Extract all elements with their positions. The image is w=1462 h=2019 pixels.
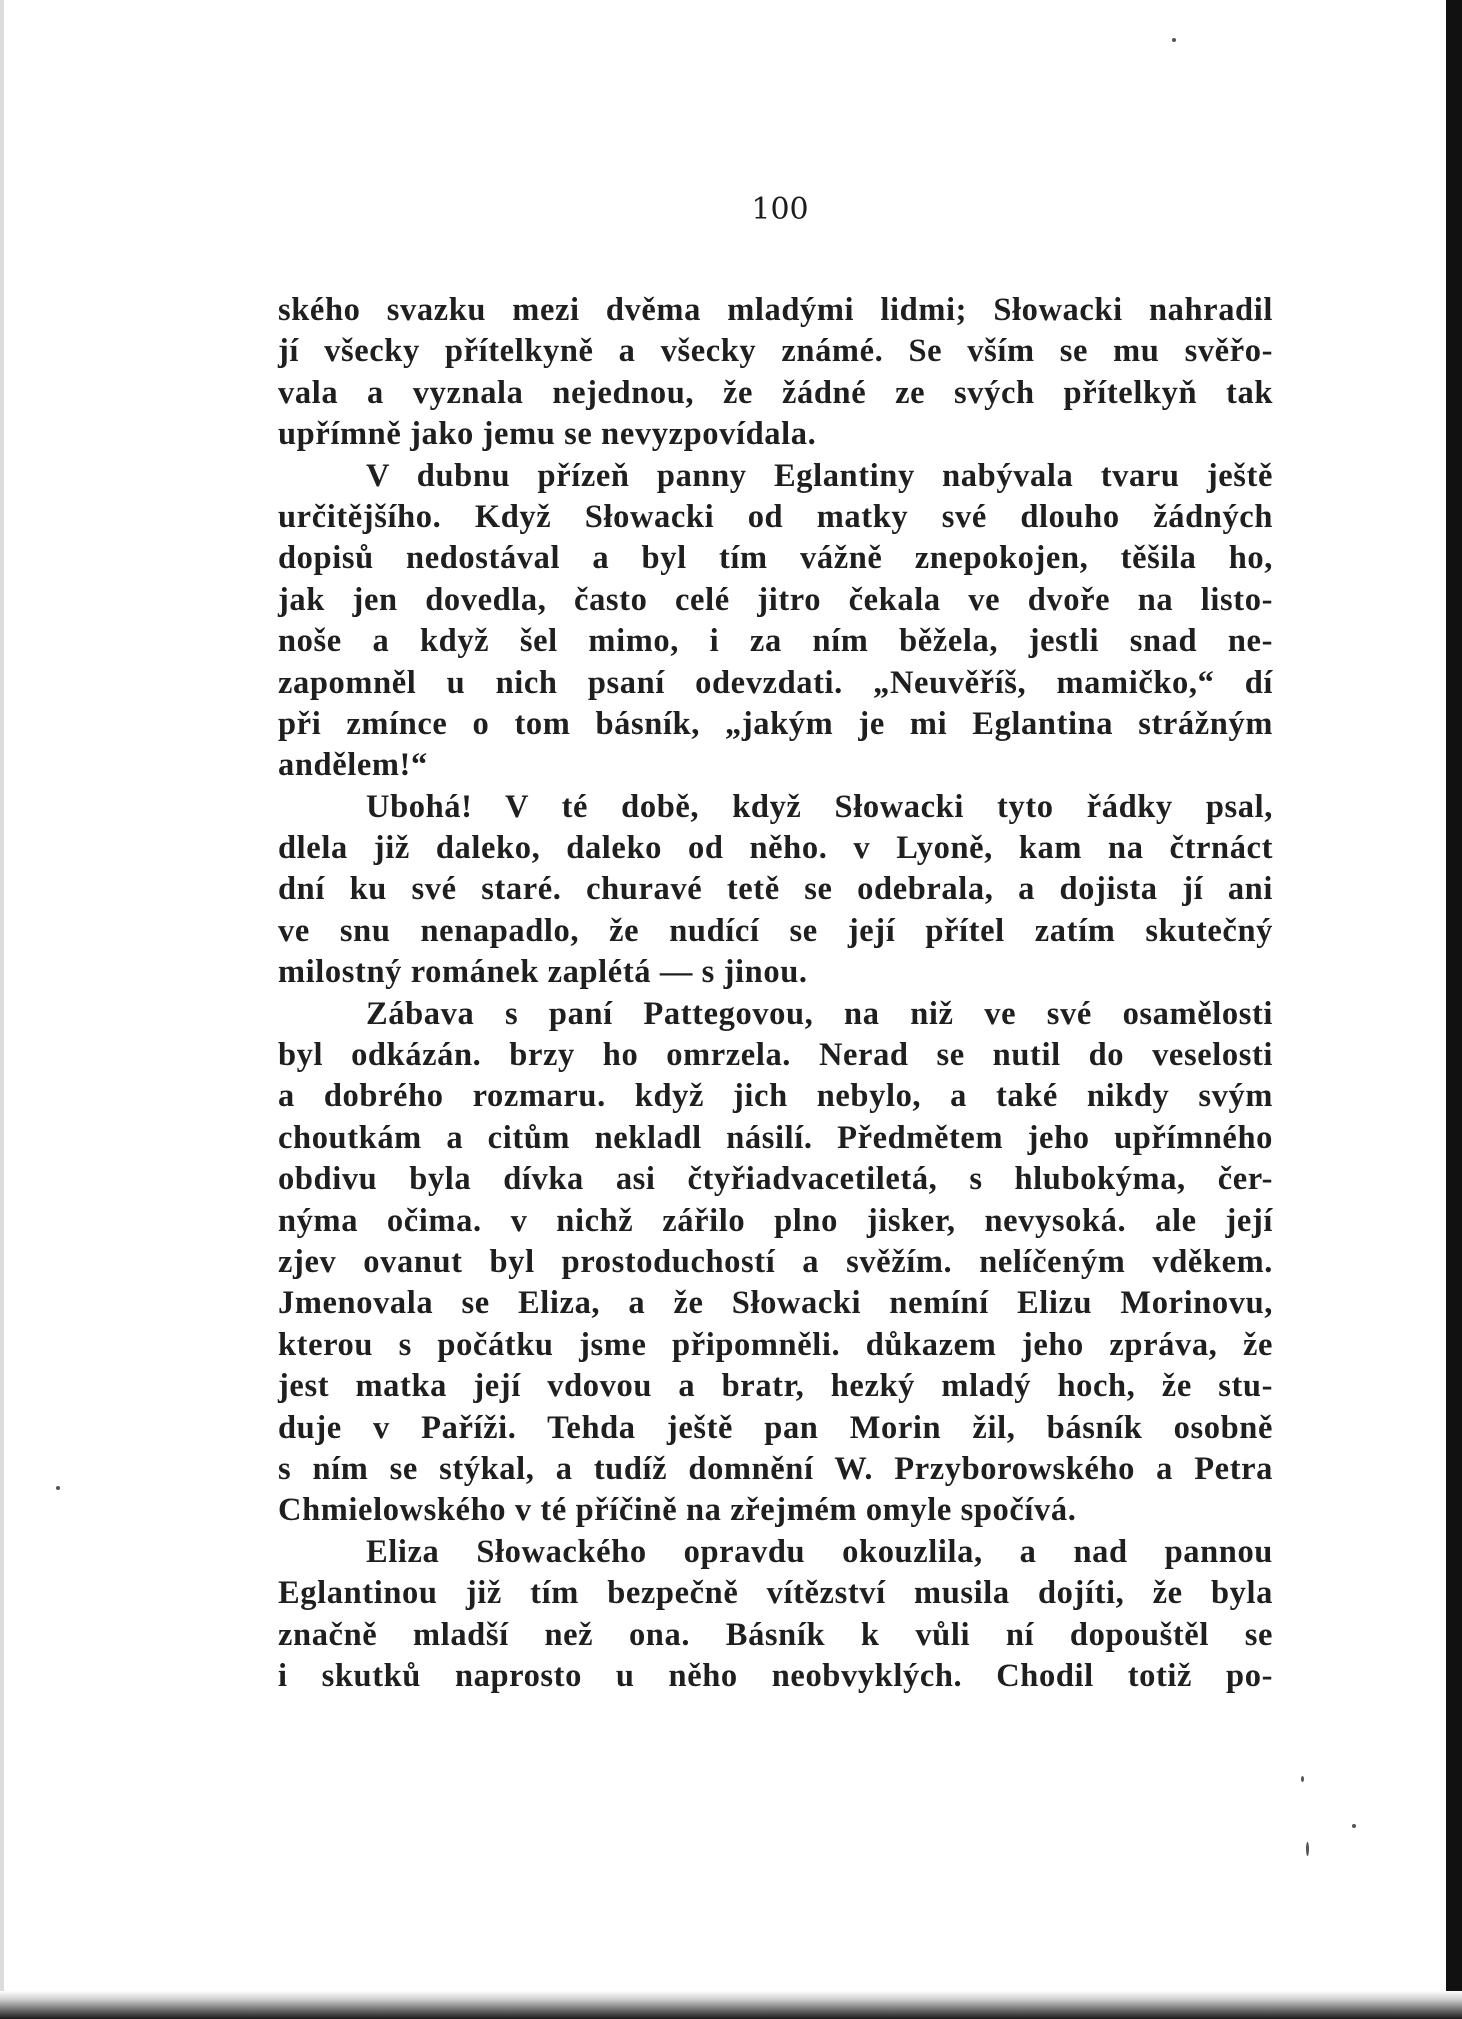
text-line: jak jen dovedla, často celé jitro čekala ve dvoře na listo- <box>278 581 1273 618</box>
text-line: byl odkázán. brzy ho omrzela. Nerad se nutil do veselosti <box>278 1037 1273 1074</box>
text-line: noše a když šel mimo, i za ním běžela, jestli snad ne- <box>278 623 1273 660</box>
text-line: i skutků naprosto u něho neobvyklých. Chodil totiž po- <box>278 1657 1273 1694</box>
text-line: vala a vyznala nejednou, že žádné ze svých přítelkyň tak <box>278 374 1273 411</box>
text-line: choutkám a citům nekladl násilí. Předmětem jeho upřímného <box>278 1119 1273 1156</box>
text-line: Eliza Słowackého opravdu okouzlila, a nad pannou <box>366 1533 1273 1570</box>
text-line: Eglantinou již tím bezpečně vítězství musila dojíti, že byla <box>278 1575 1273 1612</box>
scan-edge-right <box>1446 0 1462 2019</box>
text-line: jí všecky přítelkyně a všecky známé. Se vším se mu svěřo- <box>278 333 1273 370</box>
body-text <box>278 290 1273 1697</box>
text-line: zjev ovanut byl prostoduchostí a svěžím. nelíčeným vděkem. <box>278 1243 1273 1280</box>
text-line: Ubohá! V té době, když Słowacki tyto řádky psal, <box>366 788 1273 825</box>
text-line: značně mladší než ona. Básník k vůli ní dopouštěl se <box>278 1616 1273 1653</box>
scan-speck <box>56 1486 60 1490</box>
text-line: V dubnu přízeň panny Eglantiny nabývala tvaru ještě <box>366 457 1273 494</box>
text-line: ského svazku mezi dvěma mladými lidmi; Słowacki nahradil <box>278 292 1273 328</box>
text-line: dopisů nedostával a byl tím vážně znepokojen, těšila ho, <box>278 540 1273 577</box>
text-line: Jmenovala se Eliza, a že Słowacki nemíní Elizu Morinovu, <box>278 1285 1273 1322</box>
text-line: zapomněl u nich psaní odevzdati. „Neuvěříš, mamičko,“ dí <box>278 664 1273 701</box>
scan-edge-bottom <box>0 1991 1462 2019</box>
text-line: milostný románek zaplétá — s jinou. <box>278 954 808 991</box>
scan-speck <box>1352 1824 1356 1828</box>
scan-edge-left <box>0 0 4 2019</box>
text-line: Chmielowského v té příčině na zřejmém omyle spočívá. <box>278 1492 1077 1529</box>
text-line: obdivu byla dívka asi čtyřiadvacetiletá, s hlubokýma, čer- <box>278 1161 1273 1198</box>
text-line: nýma očima. v nichž zářilo plno jisker, nevysoká. ale její <box>278 1202 1273 1239</box>
scan-speck <box>1172 38 1176 42</box>
page-number: 100 <box>751 192 809 227</box>
text-line: duje v Paříži. Tehda ještě pan Morin žil, básník osobně <box>278 1409 1273 1446</box>
text-line: andělem!“ <box>278 747 428 784</box>
text-line: určitějšího. Když Słowacki od matky své dlouho žádných <box>278 498 1273 535</box>
text-line: upřímně jako jemu se nevyzpovídala. <box>278 416 817 453</box>
text-line: Zábava s paní Pattegovou, na niž ve své osamělosti <box>366 995 1273 1032</box>
text-line: ve snu nenapadlo, že nudící se její přítel zatím skutečný <box>278 912 1273 949</box>
text-line: při zmínce o tom básník, „jakým je mi Eglantina strážným <box>278 705 1273 742</box>
text-line: dní ku své staré. churavé tetě se odebrala, a dojista jí ani <box>278 871 1273 908</box>
text-line: a dobrého rozmaru. když jich nebylo, a také nikdy svým <box>278 1078 1273 1115</box>
text-line: jest matka její vdovou a bratr, hezký mladý hoch, že stu- <box>278 1368 1273 1405</box>
text-line: kterou s počátku jsme připomněli. důkazem jeho zpráva, že <box>278 1326 1273 1363</box>
scan-speck <box>1306 1842 1309 1856</box>
text-line: s ním se stýkal, a tudíž domnění W. Przyborowského a Petra <box>278 1450 1273 1487</box>
scan-speck <box>1301 1776 1304 1782</box>
text-line: dlela již daleko, daleko od něho. v Lyoně, kam na čtrnáct <box>278 830 1273 867</box>
